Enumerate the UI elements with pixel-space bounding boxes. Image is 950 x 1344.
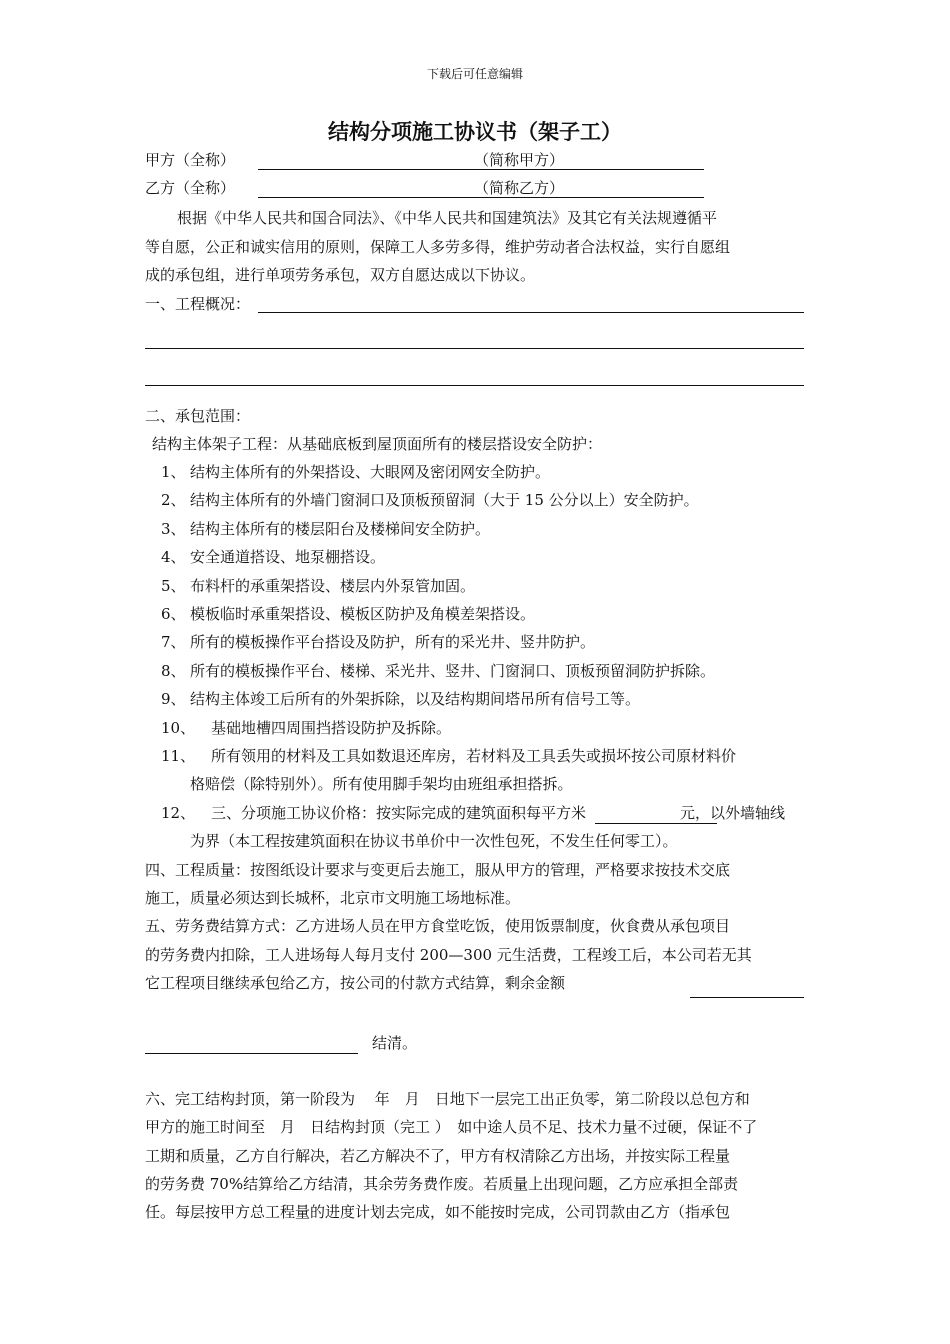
list-number: 4、 [161,548,186,566]
party-b-abbr: （简称乙方） [474,179,565,197]
list-item: 布料杆的承重架搭设、楼层内外泵管加固。 [190,577,476,595]
section-5-end: 结清。 [372,1034,418,1052]
section-6-line: 甲方的施工时间至 月 日结构封顶（完工 ） 如中途人员不足、技术力量不过硬，保证不了 [145,1118,758,1136]
list-item: 基础地槽四周围挡搭设防护及拆除。 [211,719,452,737]
section-4-line: 四、工程质量：按图纸设计要求与变更后去施工，服从甲方的管理，严格要求按技术交底 [145,861,731,879]
list-number: 9、 [161,690,186,708]
list-number: 2、 [161,491,186,509]
party-a-label: 甲方（全称） [145,151,236,169]
intro-line: 根据《中华人民共和国合同法》、《中华人民共和国建筑法》及其它有关法规遵循平 [177,209,718,227]
section-5-line: 的劳务费内扣除，工人进场每人每月支付 200—300 元生活费，工程竣工后，本公司若无其 [145,946,752,964]
document-title: 结构分项施工协议书（架子工） [328,119,622,144]
price-blank-underline [595,823,717,824]
party-b-label: 乙方（全称） [145,179,236,197]
list-number: 1、 [161,463,186,481]
price-clause-unit: 元，以外墙轴线 [680,804,786,822]
list-number: 11、 [161,747,196,765]
list-number: 12、 [161,804,196,822]
section-1-label: 一、工程概况： [145,295,251,313]
page-header: 下载后可任意编辑 [426,67,523,81]
remaining-amount-underline [690,997,804,998]
list-item: 结构主体所有的外架搭设、大眼网及密闭网安全防护。 [190,463,551,481]
list-number: 10、 [161,719,196,737]
list-item-continuation: 为界（本工程按建筑面积在协议书单价中一次性包死，不发生任何零工）。 [190,832,678,850]
list-item: 结构主体所有的外墙门窗洞口及顶板预留洞（大于 15 公分以上）安全防护。 [190,491,699,509]
section-2-subtitle: 结构主体架子工程：从基础底板到屋顶面所有的楼层搭设安全防护： [152,435,603,453]
list-item: 安全通道搭设、地泵棚搭设。 [190,548,386,566]
list-number: 3、 [161,520,186,538]
list-number: 5、 [161,577,186,595]
list-number: 7、 [161,633,186,651]
section-2-label: 二、承包范围： [145,407,251,425]
section-1-underline [258,312,804,313]
remaining-amount-underline-2 [145,1053,358,1054]
list-item: 所有的模板操作平台、楼梯、采光井、竖井、门窗洞口、顶板预留洞防护拆除。 [190,662,716,680]
price-clause-text: 三、分项施工协议价格：按实际完成的建筑面积每平方米 [211,804,587,822]
list-item: 所有的模板操作平台搭设及防护，所有的采光井、竖井防护。 [190,633,596,651]
section-6-line: 的劳务费 70%结算给乙方结清，其余劳务费作废。若质量上出现问题，乙方应承担全部责 [145,1175,739,1193]
section-1-blank-line [145,385,804,386]
list-item: 结构主体所有的楼层阳台及楼梯间安全防护。 [190,520,491,538]
section-5-line: 五、劳务费结算方式：乙方进场人员在甲方食堂吃饭，使用饭票制度，伙食费从承包项目 [145,917,731,935]
list-item: 模板临时承重架搭设、模板区防护及角模差架搭设。 [190,605,536,623]
intro-line: 等自愿，公正和诚实信用的原则，保障工人多劳多得，维护劳动者合法权益，实行自愿组 [145,238,731,256]
intro-line: 成的承包组，进行单项劳务承包，双方自愿达成以下协议。 [145,266,536,284]
section-6-line: 工期和质量，乙方自行解决，若乙方解决不了，甲方有权清除乙方出场，并按实际工程量 [145,1147,731,1165]
list-number: 8、 [161,662,186,680]
section-4-line: 施工，质量必须达到长城杯，北京市文明施工场地标准。 [145,889,521,907]
list-number: 6、 [161,605,186,623]
list-item-continuation: 格赔偿（除特别外）。所有使用脚手架均由班组承担搭拆。 [190,775,573,793]
section-6-line: 六、完工结构封顶，第一阶段为 年 月 日地下一层完工出正负零，第二阶段以总包方和 [145,1090,750,1108]
party-a-abbr: （简称甲方） [474,151,565,169]
section-6-line: 任。每层按甲方总工程量的进度计划去完成，如不能按时完成，公司罚款由乙方（指承包 [145,1203,731,1221]
section-5-line: 它工程项目继续承包给乙方，按公司的付款方式结算，剩余金额 [145,974,566,992]
list-item: 结构主体竣工后所有的外架拆除，以及结构期间塔吊所有信号工等。 [190,690,641,708]
list-item: 所有领用的材料及工具如数退还库房，若材料及工具丢失或损坏按公司原材料价 [211,747,737,765]
section-1-blank-line [145,348,804,349]
